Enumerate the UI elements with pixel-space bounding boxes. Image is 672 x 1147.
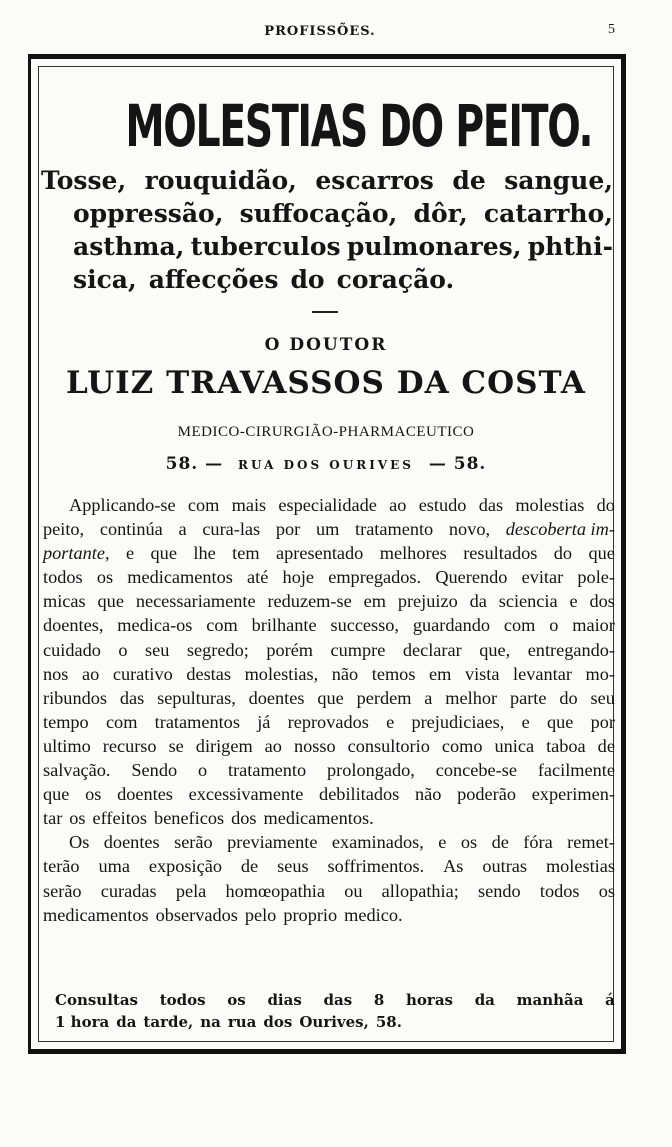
word: outras [482, 856, 528, 877]
symptom-word: sica, [73, 265, 137, 294]
word: os [227, 991, 246, 1009]
word: e [521, 711, 530, 732]
word: salvação. [43, 760, 111, 781]
word: da [469, 591, 487, 612]
word: do [596, 495, 615, 515]
word: rua [227, 1013, 257, 1031]
body-line [43, 854, 615, 878]
symptom-word: Tosse, [41, 166, 127, 195]
word: recurso [102, 735, 157, 756]
symptom-word: do [290, 265, 325, 294]
symptom-line [41, 230, 613, 263]
word: um [315, 519, 340, 540]
word: 1 hora [55, 1013, 110, 1031]
word: de [597, 735, 615, 756]
word: os [69, 808, 86, 829]
word: allopathia; [381, 880, 459, 901]
word: como [441, 735, 483, 756]
body-line [43, 758, 615, 782]
word: experimen- [531, 784, 615, 805]
address-line [31, 454, 621, 474]
word: prolongado, [327, 760, 415, 781]
word: doentes, [43, 615, 104, 636]
word: os [460, 832, 478, 853]
body-line [43, 662, 615, 686]
word: maior [572, 615, 615, 636]
word: que [150, 543, 177, 564]
word: terão [43, 856, 80, 877]
word: o [549, 615, 559, 636]
word: na [200, 1013, 221, 1031]
word: perdem [356, 687, 412, 708]
word: curadas [100, 880, 157, 901]
word: medicamentos [43, 904, 149, 925]
body-line [43, 565, 615, 589]
body-line [43, 734, 615, 758]
word: de [491, 832, 509, 853]
word: e [569, 591, 578, 612]
word: empregados. [328, 567, 422, 588]
page-number: 5 [608, 22, 615, 37]
word: doentes [117, 784, 173, 805]
word: mais [231, 495, 267, 515]
word: com [187, 495, 220, 515]
running-title: PROFISSÕES. [264, 24, 376, 39]
word: que [317, 687, 344, 708]
word: ribundos [43, 687, 107, 708]
body-line [43, 517, 615, 541]
word: dirigem [195, 735, 253, 756]
symptom-word: rouquidão, [144, 166, 297, 195]
word: fóra [523, 832, 553, 853]
word: das [478, 495, 504, 515]
word: consultorio [347, 735, 430, 756]
word: levantar [513, 663, 572, 684]
word: não [414, 784, 442, 805]
word: os [96, 567, 114, 588]
doctor-name: LUIZ TRAVASSOS DA COSTA [66, 365, 586, 401]
word: do [553, 543, 573, 564]
word: destas [186, 663, 231, 684]
symptom-word: de [452, 166, 486, 195]
symptom-line [41, 263, 613, 296]
word: micas [43, 591, 86, 612]
word: não [331, 663, 359, 684]
word: medico. [344, 904, 403, 925]
word: prejudiciaes, [411, 711, 505, 732]
word: sciencia [498, 591, 558, 612]
word: o [197, 760, 208, 781]
word: horas [406, 991, 453, 1009]
word: 8 [373, 991, 385, 1009]
address-street: RUA DOS OURIVES [238, 458, 414, 472]
word: por [275, 519, 301, 540]
word: facilmente [537, 760, 615, 781]
word: das [323, 991, 353, 1009]
word: necessariamente [135, 591, 256, 612]
word: até [247, 567, 269, 588]
word: previamente [227, 832, 318, 853]
word: homœopathia [225, 880, 325, 901]
word: especialidade [278, 495, 377, 515]
word: pelo [244, 904, 277, 925]
symptoms-list [41, 164, 613, 296]
word: pole- [577, 567, 615, 588]
body-line [43, 589, 615, 613]
symptom-word: asthma, [73, 232, 185, 261]
word: da [474, 991, 495, 1009]
word: unica [494, 735, 535, 756]
word: tratamento [355, 519, 434, 540]
word: em [429, 663, 452, 684]
word: exposição [148, 856, 222, 877]
word: serão [43, 880, 82, 901]
word: Sendo [131, 760, 178, 781]
word: descoberta im- [505, 519, 615, 540]
word: com [206, 615, 238, 636]
word: uma [98, 856, 130, 877]
word: estudo [418, 495, 467, 515]
word: os [598, 880, 615, 901]
body-line [43, 541, 615, 565]
word: da [116, 1013, 137, 1031]
word: beneficos [154, 808, 225, 829]
word: serão [174, 832, 213, 853]
word: dias [267, 991, 302, 1009]
word: que, [479, 639, 511, 660]
word: seu [145, 639, 170, 660]
word: seus [277, 856, 309, 877]
headline: MOLESTIAS DO PEITO. [125, 92, 593, 160]
word: a [424, 687, 433, 708]
word: e [386, 711, 395, 732]
word: concebe-se [435, 760, 517, 781]
word: continúa [99, 519, 163, 540]
doctor-profession: MEDICO-CIRURGIÃO-PHARMACEUTICO [177, 424, 475, 440]
body-line [43, 830, 615, 854]
word: tratamento [227, 760, 307, 781]
body-line [43, 710, 615, 734]
symptom-word: oppressão, [73, 199, 224, 228]
word: examinados, [331, 832, 424, 853]
word: em [363, 591, 386, 612]
word: excessivamente [188, 784, 304, 805]
word: a [178, 519, 187, 540]
word: guardando [412, 615, 491, 636]
word: melhor [445, 687, 498, 708]
word: vista [464, 663, 500, 684]
word: soffrimentos. [327, 856, 425, 877]
word: e [438, 832, 447, 853]
symptom-word: suffocação, [239, 199, 398, 228]
word: cura-las [202, 519, 261, 540]
word: lhe [193, 543, 216, 564]
advertisement-frame [28, 54, 626, 1054]
word: nos [43, 663, 69, 684]
address-number-right: — 58. [428, 454, 487, 474]
word: porém [266, 639, 314, 660]
body-line [43, 493, 615, 517]
word: dos [231, 808, 257, 829]
body-line [43, 686, 615, 710]
symptom-word: catarrho, [483, 199, 613, 228]
symptom-line [41, 197, 613, 230]
word: observados [155, 904, 238, 925]
word: e [125, 543, 135, 564]
word: que [97, 591, 124, 612]
word: Ourives, [299, 1013, 369, 1031]
word: seu [590, 687, 615, 708]
word: o [118, 639, 128, 660]
word: As [443, 856, 464, 877]
word: ao [81, 663, 100, 684]
word: com [105, 711, 138, 732]
word: Os [69, 832, 90, 853]
word: de [240, 856, 259, 877]
word: que [43, 784, 70, 805]
word: das [119, 687, 145, 708]
word: brilhante [251, 615, 317, 636]
word: nosso [293, 735, 336, 756]
word: tempo [43, 711, 89, 732]
word: remet- [567, 832, 615, 853]
running-head [0, 20, 672, 46]
word: tratamentos [154, 711, 240, 732]
word: taboa [546, 735, 586, 756]
symptom-word: dôr, [413, 199, 468, 228]
word: tem [232, 543, 260, 564]
word: dos [263, 1013, 293, 1031]
word: ou [344, 880, 363, 901]
body-text [43, 493, 615, 927]
word: por [590, 711, 615, 732]
word: temos [371, 663, 416, 684]
word: já [257, 711, 271, 732]
word: parte [509, 687, 547, 708]
word: portante, [43, 543, 110, 564]
word: novo, [448, 519, 491, 540]
word: manhãa [516, 991, 584, 1009]
word: pela [175, 880, 207, 901]
word: com [503, 615, 536, 636]
divider-rule [312, 311, 338, 313]
symptom-word: pulmonares, [346, 232, 522, 261]
address-number-left: 58. — [165, 454, 224, 474]
word: medicamentos [127, 567, 233, 588]
word: que [588, 543, 615, 564]
word: sepulturas, [157, 687, 236, 708]
word: Consultas [55, 991, 138, 1009]
symptom-word: coração. [336, 265, 455, 294]
word: prejuizo [397, 591, 458, 612]
symptom-word: tuberculos [190, 232, 341, 261]
doctor-label: O DOUTOR [264, 335, 388, 355]
consult-line [55, 1011, 615, 1033]
word: evitar [521, 567, 564, 588]
symptom-word: affecções [148, 265, 279, 294]
word: curativo [112, 663, 173, 684]
word: todos [539, 880, 580, 901]
word: doentes [248, 687, 305, 708]
body-line [43, 903, 615, 927]
word: apresentado [276, 543, 364, 564]
word: que [546, 711, 574, 732]
word: debilitados [319, 784, 400, 805]
word: dos [589, 591, 615, 612]
word: tar [43, 808, 63, 829]
word: molestias [515, 495, 585, 515]
word: peito, [43, 519, 85, 540]
word: cumpre [330, 639, 386, 660]
word: declarar [402, 639, 462, 660]
consultation-hours [55, 989, 615, 1033]
word: segredo; [186, 639, 249, 660]
word: reduzem-se [267, 591, 352, 612]
word: mo- [585, 663, 615, 684]
word: Applicando-se [69, 495, 176, 515]
body-line [43, 879, 615, 903]
word: cuidado [43, 639, 101, 660]
word: todos [43, 567, 83, 588]
word: melhores [379, 543, 447, 564]
word: successo, [330, 615, 399, 636]
word: tarde, [143, 1013, 194, 1031]
symptom-word: sangue, [504, 166, 613, 195]
word: Querendo [435, 567, 508, 588]
body-line [43, 806, 615, 830]
word: sendo [478, 880, 521, 901]
word: ao [264, 735, 282, 756]
body-line [43, 782, 615, 806]
word: se [168, 735, 184, 756]
symptom-word: phthi- [527, 232, 613, 261]
word: ultimo [43, 735, 91, 756]
word: reprovados [287, 711, 369, 732]
word: medicamentos. [263, 808, 374, 829]
word: do [559, 687, 578, 708]
word: entregando- [527, 639, 615, 660]
word: molestias [545, 856, 615, 877]
word: os [85, 784, 102, 805]
word: proprio [283, 904, 338, 925]
body-line [43, 638, 615, 662]
word: resultados [463, 543, 538, 564]
consult-line [55, 989, 615, 1011]
word: poderão [457, 784, 516, 805]
symptom-line [41, 164, 613, 197]
word: todos [159, 991, 206, 1009]
word: ao [389, 495, 407, 515]
body-line [43, 613, 615, 637]
word: medica-os [117, 615, 193, 636]
word: effeitos [92, 808, 148, 829]
word: doentes [103, 832, 160, 853]
word: molestias, [244, 663, 319, 684]
word: hoje [282, 567, 315, 588]
symptom-word: escarros [315, 166, 434, 195]
word: 58. [375, 1013, 402, 1031]
word: á [605, 991, 615, 1009]
